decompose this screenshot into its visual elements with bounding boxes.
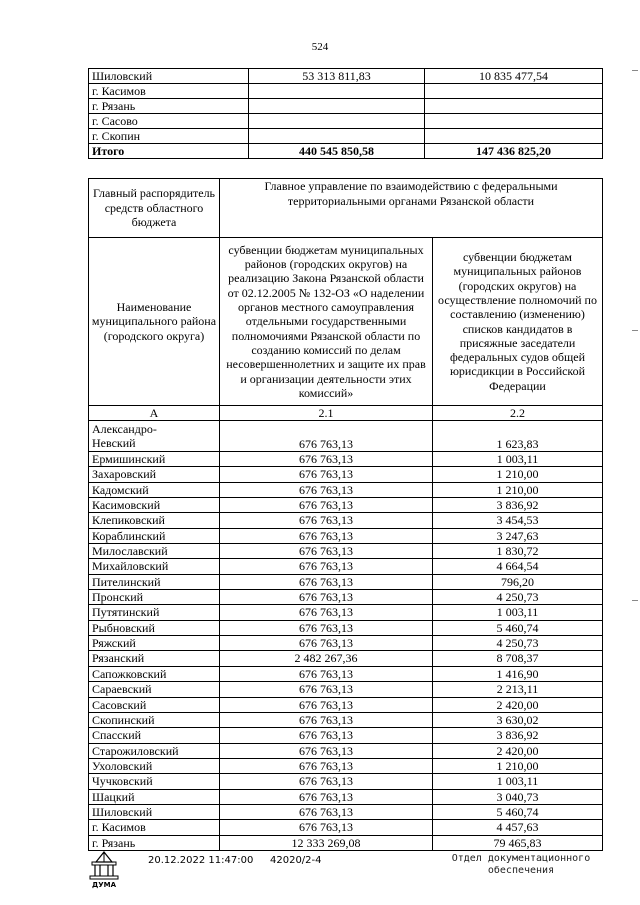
table-row — [89, 789, 603, 804]
header-row-columns — [89, 238, 603, 406]
table-row — [89, 69, 603, 84]
row-value-2: 3 836,92 — [433, 498, 603, 513]
duma-logo-icon — [84, 850, 124, 890]
row-name: Пронский — [89, 590, 220, 605]
row-value-1: 676 763,13 — [220, 743, 433, 758]
row-value-1: 676 763,13 — [220, 544, 433, 559]
row-value-1: 676 763,13 — [220, 789, 433, 804]
table-row — [89, 498, 603, 513]
row-value-1: 676 763,13 — [220, 620, 433, 635]
table-row — [89, 590, 603, 605]
row-name: г. Рязань — [89, 835, 220, 850]
row-value-1 — [249, 129, 425, 144]
index-1: 2.1 — [220, 406, 433, 421]
index-row — [89, 406, 603, 421]
logo-text: ДУМА — [91, 881, 117, 889]
row-name: Кадомский — [89, 482, 220, 497]
header-row-main — [89, 179, 603, 238]
table-row — [89, 682, 603, 697]
row-name: Пителинский — [89, 574, 220, 589]
table-row — [89, 804, 603, 819]
row-value-1 — [249, 114, 425, 129]
row-name: г. Рязань — [89, 99, 249, 114]
row-value-2: 3 247,63 — [433, 528, 603, 543]
row-value-2: 4 664,54 — [433, 559, 603, 574]
row-value-2: 1 623,83 — [433, 421, 603, 452]
row-name: г. Скопин — [89, 129, 249, 144]
row-name: Сапожковский — [89, 666, 220, 681]
row-value-2: 1 210,00 — [433, 758, 603, 773]
row-name: Спасский — [89, 728, 220, 743]
row-value-1: 676 763,13 — [220, 452, 433, 467]
row-value-1: 676 763,13 — [220, 712, 433, 727]
row-value-2: 2 420,00 — [433, 697, 603, 712]
row-value-1: 676 763,13 — [220, 774, 433, 789]
row-name: Чучковский — [89, 774, 220, 789]
row-name: Путятинский — [89, 605, 220, 620]
row-value-2: 3 040,73 — [433, 789, 603, 804]
department-line-1: Отдел документационного — [451, 853, 591, 864]
total-value-2: 147 436 825,20 — [425, 144, 603, 159]
table-row — [89, 84, 603, 99]
row-name: Касимовский — [89, 498, 220, 513]
row-value-1: 676 763,13 — [220, 728, 433, 743]
table-row — [89, 605, 603, 620]
page-number: 524 — [311, 41, 329, 53]
table-row — [89, 774, 603, 789]
col-a-label: Наименование муниципального района (городского округа) — [89, 238, 220, 406]
row-name: Кораблинский — [89, 528, 220, 543]
row-name: Скопинский — [89, 712, 220, 727]
row-value-1: 2 482 267,36 — [220, 651, 433, 666]
table-row — [89, 452, 603, 467]
row-value-2: 4 457,63 — [433, 820, 603, 835]
row-value-1: 676 763,13 — [220, 820, 433, 835]
stamp-doc-number: 42020/2-4 — [270, 855, 322, 866]
main-table — [88, 178, 603, 851]
table-row — [89, 513, 603, 528]
table-row — [89, 758, 603, 773]
table-row — [89, 636, 603, 651]
row-value-1: 676 763,13 — [220, 697, 433, 712]
row-name: Рязанский — [89, 651, 220, 666]
edge-mark — [632, 330, 638, 331]
table-row — [89, 620, 603, 635]
row-value-1 — [249, 99, 425, 114]
index-a: А — [89, 406, 220, 421]
row-value-2: 1 210,00 — [433, 467, 603, 482]
row-value-2: 4 250,73 — [433, 636, 603, 651]
row-name-line2: Невский — [92, 436, 136, 450]
row-name: г. Касимов — [89, 820, 220, 835]
row-value-2 — [425, 114, 603, 129]
table-row — [89, 728, 603, 743]
table-row — [89, 820, 603, 835]
row-name-line1: Александро- — [92, 421, 157, 436]
row-value-2: 4 250,73 — [433, 590, 603, 605]
row-value-2 — [425, 129, 603, 144]
table-row — [89, 129, 603, 144]
department-stamp — [446, 853, 596, 877]
table-row — [89, 99, 603, 114]
table-row — [89, 114, 603, 129]
row-value-1: 676 763,13 — [220, 482, 433, 497]
row-value-1: 676 763,13 — [220, 636, 433, 651]
row-value-1: 676 763,13 — [220, 590, 433, 605]
row-name: Шиловский — [89, 69, 249, 84]
col2-label: субвенции бюджетам муниципальных районов (городских округов) на осуществление полномочий по составлению (изменению) списков кандидатов в присяжные заседатели федеральных судов общей юрисдикции в Российской Федерации — [433, 238, 603, 406]
table-row — [89, 559, 603, 574]
row-value-2: 2 213,11 — [433, 682, 603, 697]
row-name: г. Касимов — [89, 84, 249, 99]
edge-mark — [632, 600, 638, 601]
row-value-2: 79 465,83 — [433, 835, 603, 850]
row-value-2: 1 003,11 — [433, 452, 603, 467]
row-value-2: 796,20 — [433, 574, 603, 589]
row-name: г. Сасово — [89, 114, 249, 129]
row-value-1: 676 763,13 — [220, 574, 433, 589]
table-row — [89, 421, 603, 452]
row-value-2: 2 420,00 — [433, 743, 603, 758]
row-name: Ряжский — [89, 636, 220, 651]
row-name: Михайловский — [89, 559, 220, 574]
row-value-2: 3 454,53 — [433, 513, 603, 528]
row-value-1: 676 763,13 — [220, 513, 433, 528]
row-value-2: 5 460,74 — [433, 620, 603, 635]
row-value-1: 676 763,13 — [220, 758, 433, 773]
head-label: Главный распорядитель средств областного бюджета — [89, 179, 220, 238]
row-name — [89, 421, 220, 452]
row-name: Ермишинский — [89, 452, 220, 467]
row-name: Старожиловский — [89, 743, 220, 758]
row-value-1: 53 313 811,83 — [249, 69, 425, 84]
row-value-2 — [425, 99, 603, 114]
row-value-2: 1 003,11 — [433, 774, 603, 789]
col1-label: субвенции бюджетам муниципальных районов (городских округов) на реализацию Закона Рязанской области от 02.12.2005 № 132-ОЗ «О наделении органов местного самоуправления отдельными государственными полномочиями Рязанской области по созданию комиссий по делам несовершеннолетних и защите их прав и организации деятельности этих комиссий» — [220, 238, 433, 406]
row-value-2: 3 630,02 — [433, 712, 603, 727]
table-row — [89, 743, 603, 758]
row-value-2: 3 836,92 — [433, 728, 603, 743]
row-value-1: 676 763,13 — [220, 498, 433, 513]
row-name: Захаровский — [89, 467, 220, 482]
head-value: Главное управление по взаимодействию с федеральными территориальными органами Рязанской области — [220, 179, 603, 238]
row-value-2: 1 003,11 — [433, 605, 603, 620]
table-row — [89, 666, 603, 681]
table-row — [89, 835, 603, 850]
index-2: 2.2 — [433, 406, 603, 421]
table-row — [89, 697, 603, 712]
row-value-1: 676 763,13 — [220, 605, 433, 620]
table-row — [89, 467, 603, 482]
row-name: Рыбновский — [89, 620, 220, 635]
row-name: Ухоловский — [89, 758, 220, 773]
row-name: Шиловский — [89, 804, 220, 819]
row-value-2: 5 460,74 — [433, 804, 603, 819]
table-row — [89, 482, 603, 497]
top-table — [88, 68, 603, 159]
table-row — [89, 544, 603, 559]
total-row — [89, 144, 603, 159]
row-value-2: 8 708,37 — [433, 651, 603, 666]
row-value-1: 676 763,13 — [220, 682, 433, 697]
table-row — [89, 651, 603, 666]
row-value-1: 676 763,13 — [220, 666, 433, 681]
row-value-1: 676 763,13 — [220, 559, 433, 574]
row-name: Милославский — [89, 544, 220, 559]
table-row — [89, 528, 603, 543]
total-value-1: 440 545 850,58 — [249, 144, 425, 159]
row-value-1: 676 763,13 — [220, 421, 433, 452]
department-line-2: обеспечения — [487, 865, 555, 876]
row-value-1: 676 763,13 — [220, 467, 433, 482]
table-row — [89, 574, 603, 589]
row-value-2: 1 416,90 — [433, 666, 603, 681]
edge-mark — [632, 70, 638, 71]
row-name: Клепиковский — [89, 513, 220, 528]
footer — [0, 850, 640, 900]
row-value-2: 10 835 477,54 — [425, 69, 603, 84]
stamp-date: 20.12.2022 11:47:00 — [148, 855, 254, 866]
row-name: Сасовский — [89, 697, 220, 712]
row-value-1: 12 333 269,08 — [220, 835, 433, 850]
row-value-2 — [425, 84, 603, 99]
row-value-1: 676 763,13 — [220, 804, 433, 819]
row-value-2: 1 210,00 — [433, 482, 603, 497]
row-name: Сараевский — [89, 682, 220, 697]
total-label: Итого — [89, 144, 249, 159]
table-row — [89, 712, 603, 727]
row-name: Шацкий — [89, 789, 220, 804]
row-value-2: 1 830,72 — [433, 544, 603, 559]
row-value-1 — [249, 84, 425, 99]
row-value-1: 676 763,13 — [220, 528, 433, 543]
